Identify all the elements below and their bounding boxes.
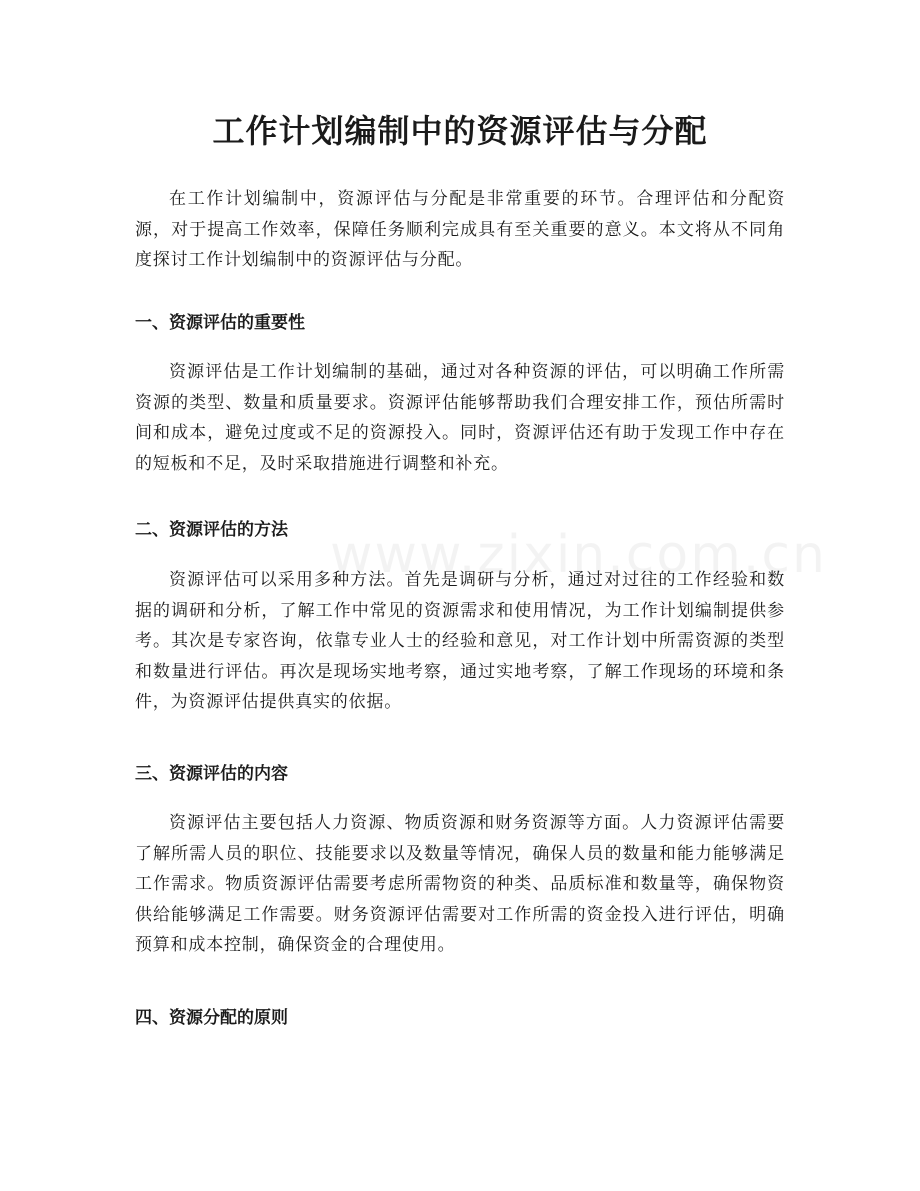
section-body-2: 资源评估可以采用多种方法。首先是调研与分析，通过对过往的工作经验和数据的调研和分析，了解工作中常见的资源需求和使用情况，为工作计划编制提供参考。其次是专家咨询，依靠专业人士的经验和意见，对工作计划中所需资源的类型和数量进行评估。再次是现场实地考察，通过实地考察，了解工作现场的环境和条件，为资源评估提供真实的依据。: [135, 570, 785, 712]
section-heading-1: 一、资源评估的重要性: [135, 313, 305, 333]
document-title: 工作计划编制中的资源评估与分配: [212, 112, 708, 150]
intro-paragraph: 在工作计划编制中，资源评估与分配是非常重要的环节。合理评估和分配资源，对于提高工作效率，保障任务顺利完成具有至关重要的意义。本文将从不同角度探讨工作计划编制中的资源评估与分配。: [135, 189, 785, 270]
section-body-3: 资源评估主要包括人力资源、物质资源和财务资源等方面。人力资源评估需要了解所需人员的职位、技能要求以及数量等情况，确保人员的数量和能力能够满足工作需求。物质资源评估需要考虑所需物资的种类、品质标准和数量等，确保物资供给能够满足工作需要。财务资源评估需要对工作所需的资金投入进行评估，明确预算和成本控制，确保资金的合理使用。: [135, 813, 785, 955]
section-heading-3: 三、资源评估的内容: [135, 764, 288, 784]
section-heading-2: 二、资源评估的方法: [135, 520, 288, 540]
section-body-1: 资源评估是工作计划编制的基础，通过对各种资源的评估，可以明确工作所需资源的类型、数量和质量要求。资源评估能够帮助我们合理安排工作，预估所需时间和成本，避免过度或不足的资源投入。同时，资源评估还有助于发现工作中存在的短板和不足，及时采取措施进行调整和补充。: [135, 362, 785, 474]
section-heading-4: 四、资源分配的原则: [135, 1008, 288, 1028]
